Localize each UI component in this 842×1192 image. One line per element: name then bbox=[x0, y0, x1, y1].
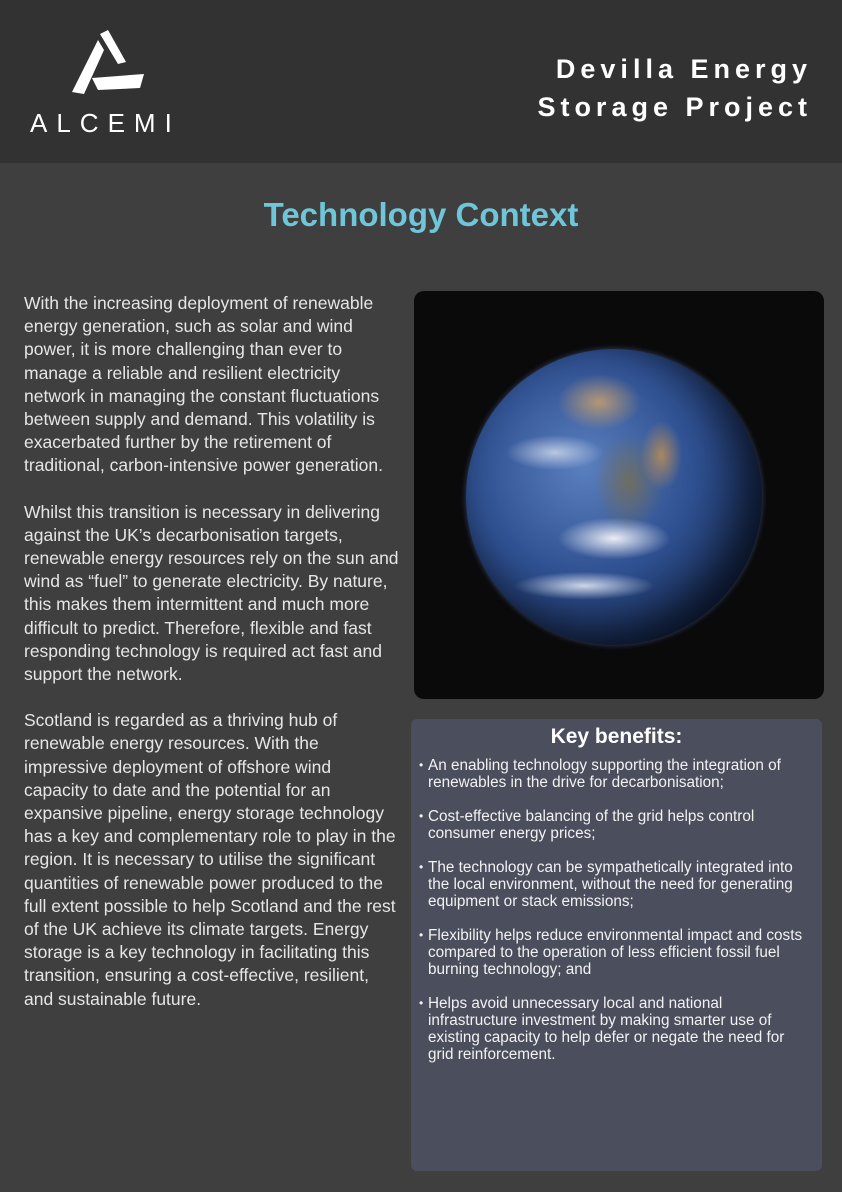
paragraph-2: Whilst this transition is necessary in delivering against the UK’s decarbonisation targets, renewable energy resources rely on the sun and wind as “fuel” to generate electricity. By nature, this makes them intermittent and much more difficult to predict. Therefore, flexible and fast responding technology is required act fast and support the network. bbox=[24, 501, 399, 685]
paragraph-3: Scotland is regarded as a thriving hub of renewable energy resources. With the impressive deployment of offshore wind capacity to date and the potential for an expansive pipeline, energy storage technology has a key and complementary role to play in the region. It is necessary to utilise the significant quantities of renewable power produced to the full extent possible to help Scotland and the rest of the UK achieve its climate targets. Energy storage is a key technology in facilitating this transition, ensuring a cost-effective, resilient, and sustainable future. bbox=[24, 710, 396, 1009]
brand-logo[interactable] bbox=[30, 28, 185, 138]
benefit-item bbox=[419, 757, 814, 791]
key-benefits-box bbox=[411, 719, 822, 1171]
bullet-icon: • bbox=[419, 809, 424, 823]
paragraph-1: With the increasing deployment of renewable energy generation, such as solar and wind power, it is more challenging than ever to manage a reliable and resilient electricity network in managing the constant fluctuations between supply and demand. This volatility is exacerbated further by the retirement of traditional, carbon-intensive power generation. bbox=[24, 293, 383, 476]
project-title bbox=[537, 50, 812, 126]
benefit-text: Flexibility helps reduce environmental impact and costs compared to the operation of less efficient fossil fuel burning technology; and bbox=[428, 927, 803, 978]
benefit-item bbox=[419, 859, 814, 910]
benefit-text: Cost-effective balancing of the grid helps control consumer energy prices; bbox=[428, 808, 755, 842]
bullet-icon: • bbox=[419, 996, 424, 1010]
page-title: Technology Context bbox=[263, 196, 579, 233]
bullet-icon: • bbox=[419, 928, 424, 942]
earth-image bbox=[414, 291, 824, 699]
earth-globe-icon bbox=[466, 349, 762, 645]
header bbox=[0, 0, 842, 163]
body-text bbox=[24, 292, 399, 1034]
benefit-text: Helps avoid unnecessary local and national infrastructure investment by making smarter use of existing capacity to help defer or negate the need for grid reinforcement. bbox=[428, 995, 785, 1063]
project-title-line-1: Devilla Energy bbox=[555, 54, 812, 84]
project-title-line-2: Storage Project bbox=[537, 92, 812, 122]
key-benefits-title: Key benefits: bbox=[550, 725, 683, 748]
bullet-icon: • bbox=[419, 860, 424, 874]
benefit-item bbox=[419, 927, 814, 978]
benefit-list bbox=[411, 757, 822, 1063]
brand-name: ALCEMI bbox=[30, 108, 181, 138]
benefit-text: The technology can be sympathetically integrated into the local environment, without the need for generating equipment or stack emissions; bbox=[428, 859, 793, 910]
alcemi-logo-icon bbox=[68, 30, 146, 102]
benefit-item bbox=[419, 808, 814, 842]
benefit-item bbox=[419, 995, 814, 1063]
benefit-text: An enabling technology supporting the integration of renewables in the drive for decarbonisation; bbox=[428, 757, 781, 791]
bullet-icon: • bbox=[419, 758, 424, 772]
